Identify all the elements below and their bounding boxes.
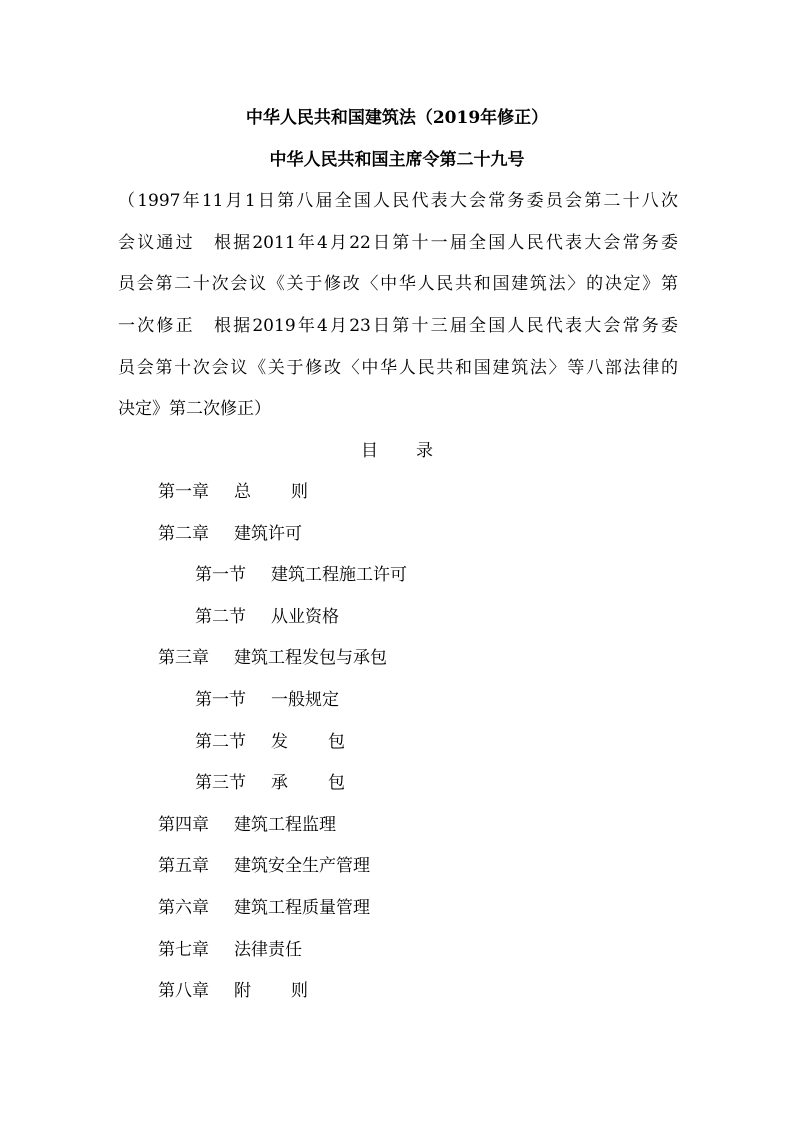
toc-chapter <box>158 936 302 964</box>
toc-section <box>195 686 339 714</box>
toc-item-number: 第一节 <box>195 690 246 710</box>
toc-item-number: 第一节 <box>195 565 246 586</box>
toc-item-label: 建筑工程施工许可 <box>271 565 407 586</box>
toc-section <box>195 769 345 797</box>
toc-chapter <box>158 977 308 1005</box>
toc-item-label: 则 <box>291 981 308 1002</box>
toc-item-label: 建筑工程监理 <box>234 814 336 835</box>
toc-item-number: 第二节 <box>195 606 246 627</box>
document-subtitle: 中华人民共和国主席令第二十九号 <box>269 150 525 170</box>
toc-item-label: 从业资格 <box>271 606 339 627</box>
preamble-line: 员会第二十次会议《关于修改〈中华人民共和国建筑法〉的决定》第 <box>118 274 678 295</box>
toc-item-label: 发 <box>271 731 288 752</box>
toc-item-number: 第三节 <box>195 773 246 794</box>
toc-item-number: 第八章 <box>158 981 209 1002</box>
toc-chapter <box>158 852 370 880</box>
toc-chapter <box>158 478 308 506</box>
toc-item-number: 第三章 <box>158 648 209 669</box>
toc-chapter <box>158 644 387 672</box>
toc-item-label: 建筑许可 <box>234 523 302 544</box>
toc-item-number: 第五章 <box>158 856 209 877</box>
toc-section <box>195 561 407 589</box>
toc-section <box>195 603 339 631</box>
toc-item-number: 第七章 <box>158 939 209 960</box>
toc-item-label: 包 <box>328 773 345 794</box>
toc-chapter <box>158 520 302 548</box>
toc-heading-left: 目 <box>361 441 378 461</box>
toc-item-label: 建筑工程发包与承包 <box>234 648 387 669</box>
toc-item-number: 第六章 <box>158 898 209 918</box>
preamble-line: 会议通过 根据2011年4月22日第十一届全国人民代表大会常务委 <box>118 232 678 253</box>
toc-item-label: 建筑工程质量管理 <box>234 898 370 918</box>
toc-item-number: 第四章 <box>158 814 209 835</box>
toc-item-number: 第一章 <box>158 482 209 502</box>
toc-heading-right: 录 <box>416 441 433 461</box>
preamble-line: 决定》第二次修正） <box>118 399 271 420</box>
preamble-line: 一次修正 根据2019年4月23日第十三届全国人民代表大会常务委 <box>118 316 678 337</box>
toc-item-label: 建筑安全生产管理 <box>234 856 370 877</box>
toc-chapter <box>158 811 336 839</box>
toc-item-label: 一般规定 <box>271 690 339 710</box>
toc-item-label: 法律责任 <box>234 939 302 960</box>
toc-chapter <box>158 894 370 922</box>
toc-item-label: 总 <box>234 482 251 502</box>
toc-heading <box>0 437 794 465</box>
toc-section <box>195 728 345 756</box>
toc-item-label: 则 <box>291 482 308 502</box>
preamble-line: 员会第十次会议《关于修改〈中华人民共和国建筑法〉等八部法律的 <box>118 357 678 378</box>
preamble <box>118 187 678 437</box>
toc-item-number: 第二章 <box>158 523 209 544</box>
document-title: 中华人民共和国建筑法（2019年修正） <box>245 108 549 128</box>
toc-item-label: 包 <box>328 731 345 752</box>
preamble-line: （1997年11月1日第八届全国人民代表大会常务委员会第二十八次 <box>118 191 678 211</box>
toc-item-number: 第二节 <box>195 731 246 752</box>
toc-item-label: 承 <box>271 773 288 794</box>
toc-item-label: 附 <box>234 981 251 1002</box>
